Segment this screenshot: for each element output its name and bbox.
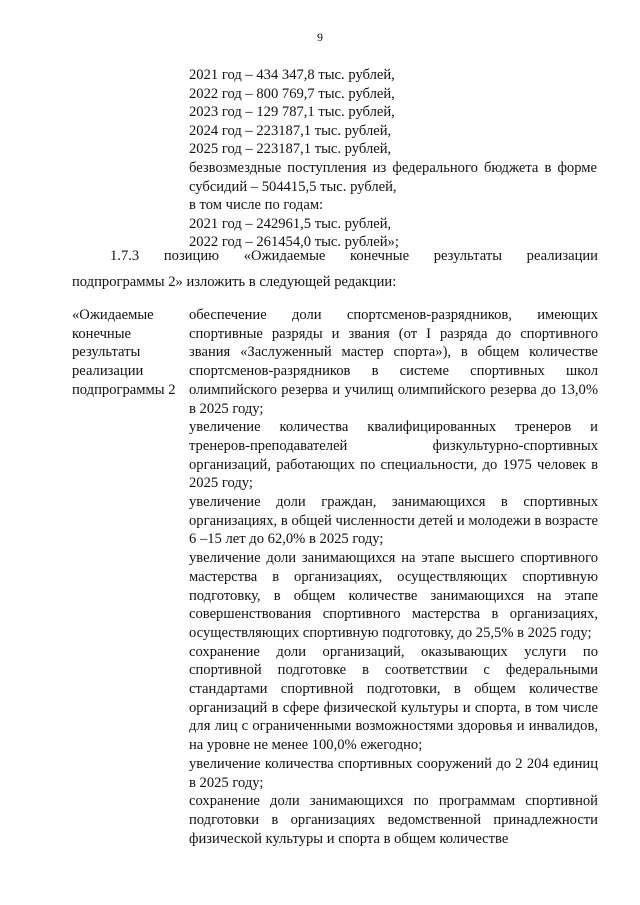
label-line: результаты xyxy=(72,344,141,361)
label-line: реализации xyxy=(72,363,144,380)
funding-line: 2021 год – 434 347,8 тыс. рублей, xyxy=(189,67,395,83)
funding-block xyxy=(189,66,597,252)
result-item: сохранение доли занимающихся по программам спортивной подготовки в организациях ведомственной принадлежности физической культуры и спорта в общем количестве xyxy=(189,793,598,847)
result-item: увеличение доли занимающихся на этапе высшего спортивного мастерства в организациях, осуществляющих спортивную подготовку, в общем количестве занимающихся на этапе совершенствования спортивного мастерства в организациях, осуществляющих спортивную подготовку, до 25,5% в 2025 году; xyxy=(189,550,598,641)
funding-line: 2025 год – 223187,1 тыс. рублей, xyxy=(189,141,392,158)
funding-line: 2022 год – 800 769,7 тыс. рублей, xyxy=(189,85,395,102)
result-item: увеличение количества спортивных сооружений до 2 204 единиц в 2025 году; xyxy=(189,755,598,791)
result-item: увеличение доли граждан, занимающихся в спортивных организациях, в общей численности детей и молодежи в возрасте 6 –15 лет до 62,0% в 2025 году; xyxy=(189,494,598,548)
funding-line: 2023 год – 129 787,1 тыс. рублей, xyxy=(189,104,395,121)
federal-funding-line: 2021 год – 242961,5 тыс. рублей, xyxy=(189,215,392,232)
result-item: сохранение доли организаций, оказывающих услуги по спортивной подготовке в соответствии с федеральными стандартами спортивной подготовки, в общем количестве организаций в сфере физической культуры и спорта, в том числе для лиц с ограниченными возможностями здоровья и инвалидов, на уровне не менее 100,0% ежегодно; xyxy=(189,643,598,754)
result-item: обеспечение доли спортсменов-разрядников, имеющих спортивные разряды и звания (от I разряда до спортивного звания «Заслуженный мастер спорта»), в общем количестве спортсменов-разрядников в системе спортивных школ олимпийского резерва и училищ олимпийского резерва до 13,0% в 2025 году; xyxy=(189,307,598,417)
results-label-cell xyxy=(72,306,184,400)
funding-line: 2024 год – 223187,1 тыс. рублей, xyxy=(189,122,392,139)
federal-funding-line: 2022 год – 261454,0 тыс. рублей»; xyxy=(189,234,399,251)
label-line: «Ожидаемые xyxy=(72,307,154,323)
results-items-cell xyxy=(189,306,598,848)
label-line: конечные xyxy=(72,325,132,342)
clause-1-7-3 xyxy=(72,246,598,292)
federal-funding-text: безвозмездные поступления из федерального бюджета в форме субсидий – 504415,5 тыс. рублей, xyxy=(189,159,597,195)
label-line: подпрограммы 2 xyxy=(72,381,176,398)
clause-line-1: 1.7.3 позицию «Ожидаемые конечные результаты реализации xyxy=(110,248,598,264)
clause-line-2: подпрограммы 2» изложить в следующей редакции: xyxy=(72,274,397,290)
result-item: увеличение количества квалифицированных тренеров и тренеров-преподавателей физкультурно-спортивных организаций, работающих по специальности, до 1975 человек в 2025 году; xyxy=(189,419,598,492)
by-years-label: в том числе по годам: xyxy=(189,197,324,214)
page-number: 9 xyxy=(317,30,323,44)
